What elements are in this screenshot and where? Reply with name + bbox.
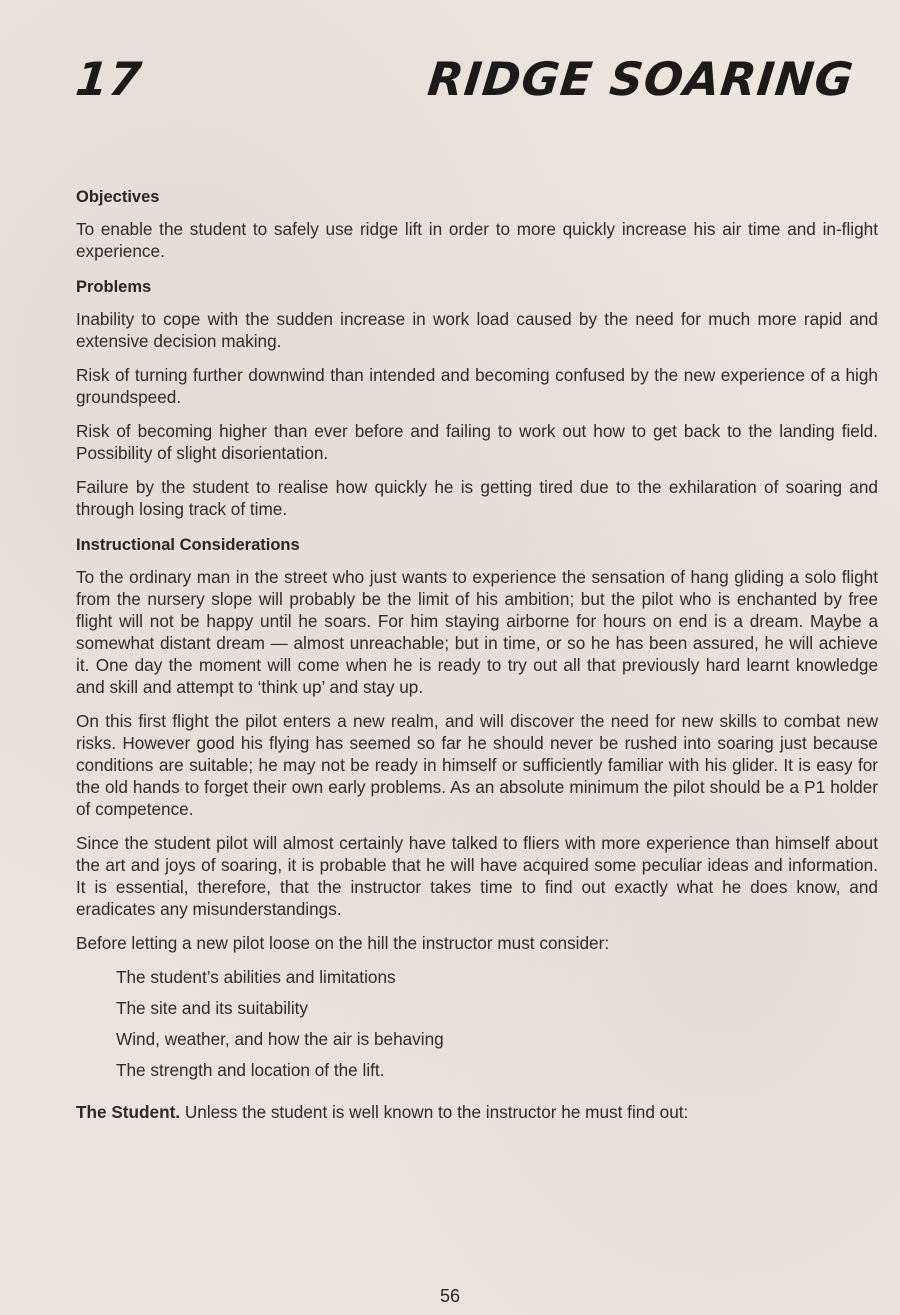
instructional-paragraph: Before letting a new pilot loose on the hill the instructor must consider: — [76, 933, 610, 953]
chapter-number: 17 — [73, 52, 145, 106]
page-content — [76, 186, 878, 1135]
instructional-paragraph: Since the student pilot will almost certainly have talked to fliers with more experience than himself about the art and joys of soaring, it is probable that he will have acquired some peculiar ideas and information. It is essential, therefore, that the instructor takes time to find out exactly what he does know, and eradicates any misunderstandings. — [76, 833, 878, 919]
instructional-paragraph: To the ordinary man in the street who just wants to experience the sensation of hang gliding a solo flight from the nursery slope will probably be the limit of his ambition; but the pilot who is enchanted by free flight will not be happy until he soars. For him staying airborne for hours on end is a dream. Maybe a somewhat distant dream — almost unreachable; but in time, or so he has been assured, he will achieve it. One day the moment will come when he is ready to try out all that previously hard learnt knowledge and skill and attempt to ‘think up’ and stay up. — [76, 567, 878, 697]
consideration-item: The student’s abilities and limitations — [116, 967, 396, 987]
student-lead: The Student. — [76, 1102, 181, 1122]
problems-heading: Problems — [76, 278, 152, 296]
problem-item: Inability to cope with the sudden increase in work load caused by the need for much more rapid and extensive decision making. — [76, 309, 878, 351]
consideration-item: The site and its suitability — [116, 998, 309, 1018]
instructional-heading: Instructional Considerations — [76, 536, 300, 554]
objectives-text: To enable the student to safely use ridge lift in order to more quickly increase his air time and in-flight experience. — [76, 219, 878, 261]
student-text: Unless the student is well known to the instructor he must find out: — [184, 1102, 689, 1122]
chapter-title: RIDGE SOARING — [425, 52, 857, 106]
problem-item: Risk of becoming higher than ever before and failing to work out how to get back to the landing field. Possibility of slight disorientation. — [76, 421, 878, 463]
considerations-list — [116, 966, 878, 1081]
page-number: 56 — [439, 1286, 461, 1306]
problem-item: Risk of turning further downwind than intended and becoming confused by the new experience of a high groundspeed. — [76, 365, 878, 407]
problem-item: Failure by the student to realise how quickly he is getting tired due to the exhilaration of soaring and through losing track of time. — [76, 477, 878, 519]
instructional-paragraph: On this first flight the pilot enters a new realm, and will discover the need for new skills to combat new risks. However good his flying has seemed so far he should never be rushed into soaring just because conditions are suitable; he may not be ready in himself or sufficiently familiar with his glider. It is easy for the old hands to forget their own early problems. As an absolute minimum the pilot should be a P1 holder of competence. — [76, 711, 878, 819]
consideration-item: Wind, weather, and how the air is behaving — [116, 1029, 444, 1049]
student-paragraph — [76, 1101, 878, 1123]
consideration-item: The strength and location of the lift. — [116, 1060, 385, 1080]
objectives-heading: Objectives — [76, 188, 160, 206]
